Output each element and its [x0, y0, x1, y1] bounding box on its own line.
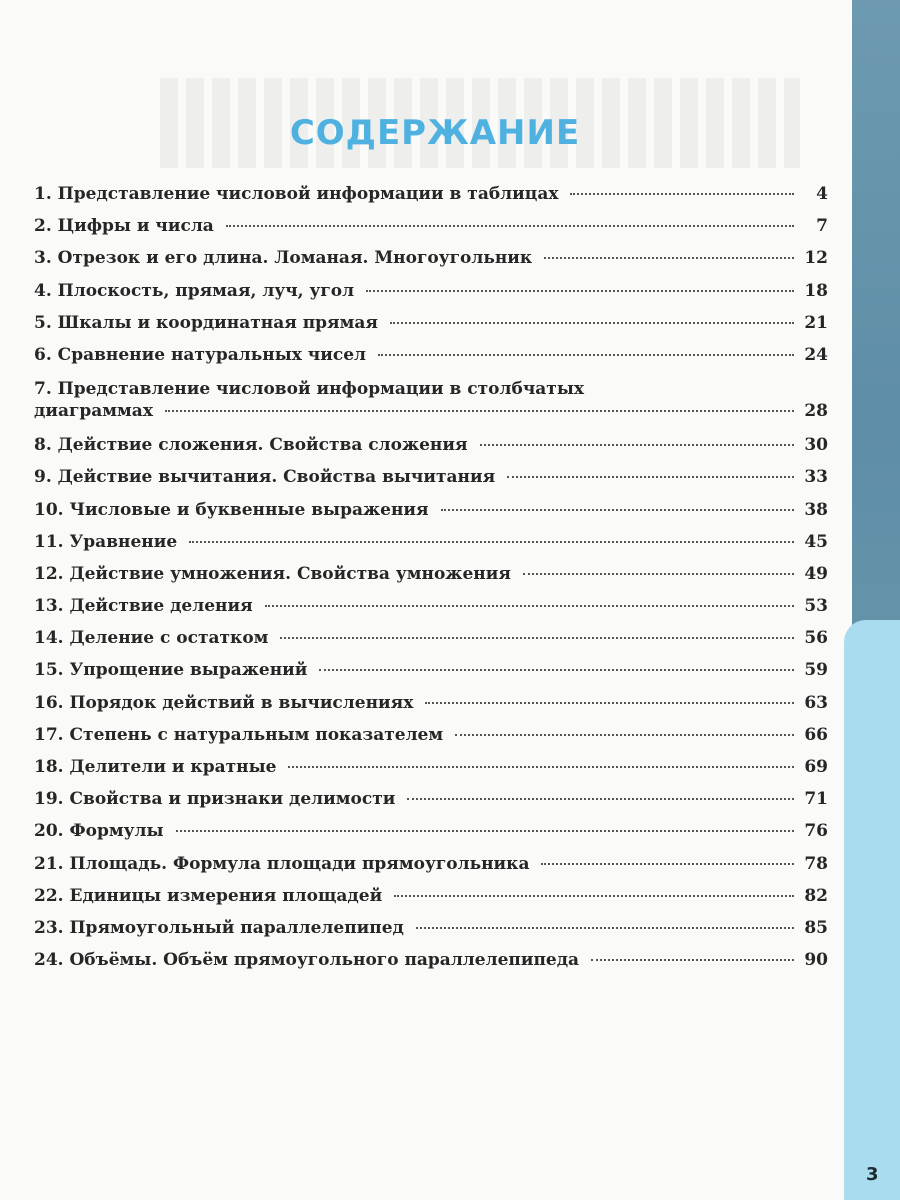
toc-entry-title: 16. Порядок действий в вычислениях — [34, 692, 414, 713]
toc-entry[interactable] — [34, 693, 828, 725]
toc-entry[interactable] — [34, 596, 828, 628]
toc-page-number: 21 — [804, 312, 828, 333]
toc-entry[interactable] — [34, 918, 828, 950]
dot-leader — [378, 354, 794, 356]
dot-leader — [176, 830, 794, 832]
toc-entry[interactable] — [34, 345, 828, 377]
page-title: СОДЕРЖАНИЕ — [289, 112, 581, 153]
toc-entry[interactable] — [34, 660, 828, 692]
dot-leader — [425, 702, 794, 704]
dot-leader — [441, 509, 794, 511]
toc-page-number: 78 — [804, 853, 828, 874]
toc-entry-title: 11. Уравнение — [34, 531, 178, 552]
toc-entry[interactable] — [34, 886, 828, 918]
dot-leader — [394, 895, 794, 897]
toc-page-number: 24 — [804, 344, 828, 365]
dot-leader — [455, 734, 794, 736]
toc-entry[interactable] — [34, 950, 828, 982]
toc-page-number: 56 — [804, 628, 828, 649]
toc-entry-title-continued: диаграммах — [34, 401, 153, 422]
dot-leader — [507, 476, 794, 478]
toc-entry-title: 18. Делители и кратные — [34, 757, 277, 777]
toc-entry-title: 4. Плоскость, прямая, луч, угол — [34, 280, 355, 301]
toc-entry[interactable] — [34, 789, 828, 821]
dot-leader — [390, 322, 794, 324]
toc-page-number: 18 — [804, 280, 828, 301]
toc-entry-title: 12. Действие умножения. Свойства умножения — [34, 563, 511, 584]
toc-entry-title: 21. Площадь. Формула площади прямоугольника — [34, 853, 530, 874]
dot-leader — [280, 637, 794, 639]
toc-page-number: 49 — [804, 563, 828, 584]
toc-page-number: 45 — [804, 531, 828, 552]
dot-leader — [288, 766, 794, 768]
toc-entry[interactable] — [34, 628, 828, 660]
toc-page-number: 82 — [804, 885, 828, 906]
toc-entry-title: 23. Прямоугольный параллелепипед — [34, 917, 404, 938]
toc-entry[interactable] — [34, 532, 828, 564]
toc-page-number: 76 — [804, 821, 828, 842]
toc-entry-title: 8. Действие сложения. Свойства сложения — [34, 435, 468, 456]
dot-leader — [319, 669, 794, 671]
toc-entry-title: 7. Представление числовой информации в столбчатых — [34, 379, 584, 400]
toc-page-number: 28 — [804, 401, 828, 422]
toc-page-number: 71 — [804, 789, 828, 810]
toc-entry-title: 10. Числовые и буквенные выражения — [34, 499, 429, 520]
toc-entry-title: 1. Представление числовой информации в таблицах — [34, 184, 559, 204]
toc-entry-title: 15. Упрощение выражений — [34, 660, 308, 681]
toc-page-number: 4 — [816, 184, 828, 204]
toc-entry-title: 3. Отрезок и его длина. Ломаная. Многоугольник — [34, 248, 533, 269]
toc-page-number: 85 — [804, 917, 828, 938]
dot-leader — [523, 573, 794, 575]
table-of-contents — [34, 184, 828, 982]
toc-entry[interactable] — [34, 216, 828, 248]
toc-entry-title: 5. Шкалы и координатная прямая — [34, 312, 378, 333]
chapter-tab — [844, 620, 900, 1200]
toc-entry[interactable] — [34, 854, 828, 886]
dot-leader — [570, 193, 794, 195]
toc-entry[interactable] — [34, 435, 828, 467]
dot-leader — [544, 257, 794, 259]
toc-entry-title: 19. Свойства и признаки делимости — [34, 789, 396, 810]
toc-entry[interactable] — [34, 821, 828, 853]
toc-entry[interactable] — [34, 467, 828, 499]
dot-leader — [189, 541, 794, 543]
dot-leader — [416, 927, 794, 929]
toc-entry-title: 17. Степень с натуральным показателем — [34, 724, 444, 745]
dot-leader — [366, 290, 794, 292]
toc-page-number: 38 — [804, 499, 828, 520]
toc-entry[interactable] — [34, 757, 828, 789]
toc-page-number: 7 — [816, 216, 828, 237]
toc-entry[interactable] — [34, 500, 828, 532]
toc-entry-title: 6. Сравнение натуральных чисел — [34, 344, 367, 365]
toc-page-number: 30 — [804, 435, 828, 456]
toc-entry[interactable] — [34, 313, 828, 345]
toc-entry[interactable] — [34, 725, 828, 757]
dot-leader — [480, 444, 794, 446]
toc-page-number: 33 — [804, 467, 828, 488]
toc-entry[interactable] — [34, 281, 828, 313]
toc-page-number: 53 — [804, 596, 828, 617]
toc-page-number: 63 — [804, 692, 828, 713]
toc-page-number: 90 — [804, 950, 828, 971]
toc-entry-title: 24. Объёмы. Объём прямоугольного параллелепипеда — [34, 950, 580, 971]
toc-page-number: 69 — [804, 757, 828, 777]
dot-leader — [407, 798, 794, 800]
toc-entry[interactable] — [34, 377, 828, 435]
dot-leader — [265, 605, 794, 607]
dot-leader — [591, 959, 794, 961]
toc-entry-title: 22. Единицы измерения площадей — [34, 885, 383, 906]
dot-leader — [165, 410, 794, 412]
toc-page-number: 12 — [804, 248, 828, 269]
toc-entry[interactable] — [34, 564, 828, 596]
dot-leader — [541, 863, 794, 865]
toc-entry-title: 20. Формулы — [34, 821, 164, 842]
dot-leader — [226, 225, 794, 227]
toc-entry[interactable] — [34, 248, 828, 280]
toc-page-number: 66 — [804, 724, 828, 745]
toc-entry-title: 2. Цифры и числа — [34, 216, 214, 237]
toc-entry-title: 9. Действие вычитания. Свойства вычитания — [34, 467, 496, 488]
toc-entry-title: 14. Деление с остатком — [34, 628, 269, 649]
toc-entry-title: 13. Действие деления — [34, 596, 253, 617]
toc-page-number: 59 — [804, 660, 828, 681]
toc-entry[interactable] — [34, 184, 828, 216]
page-number: 3 — [866, 1164, 879, 1185]
